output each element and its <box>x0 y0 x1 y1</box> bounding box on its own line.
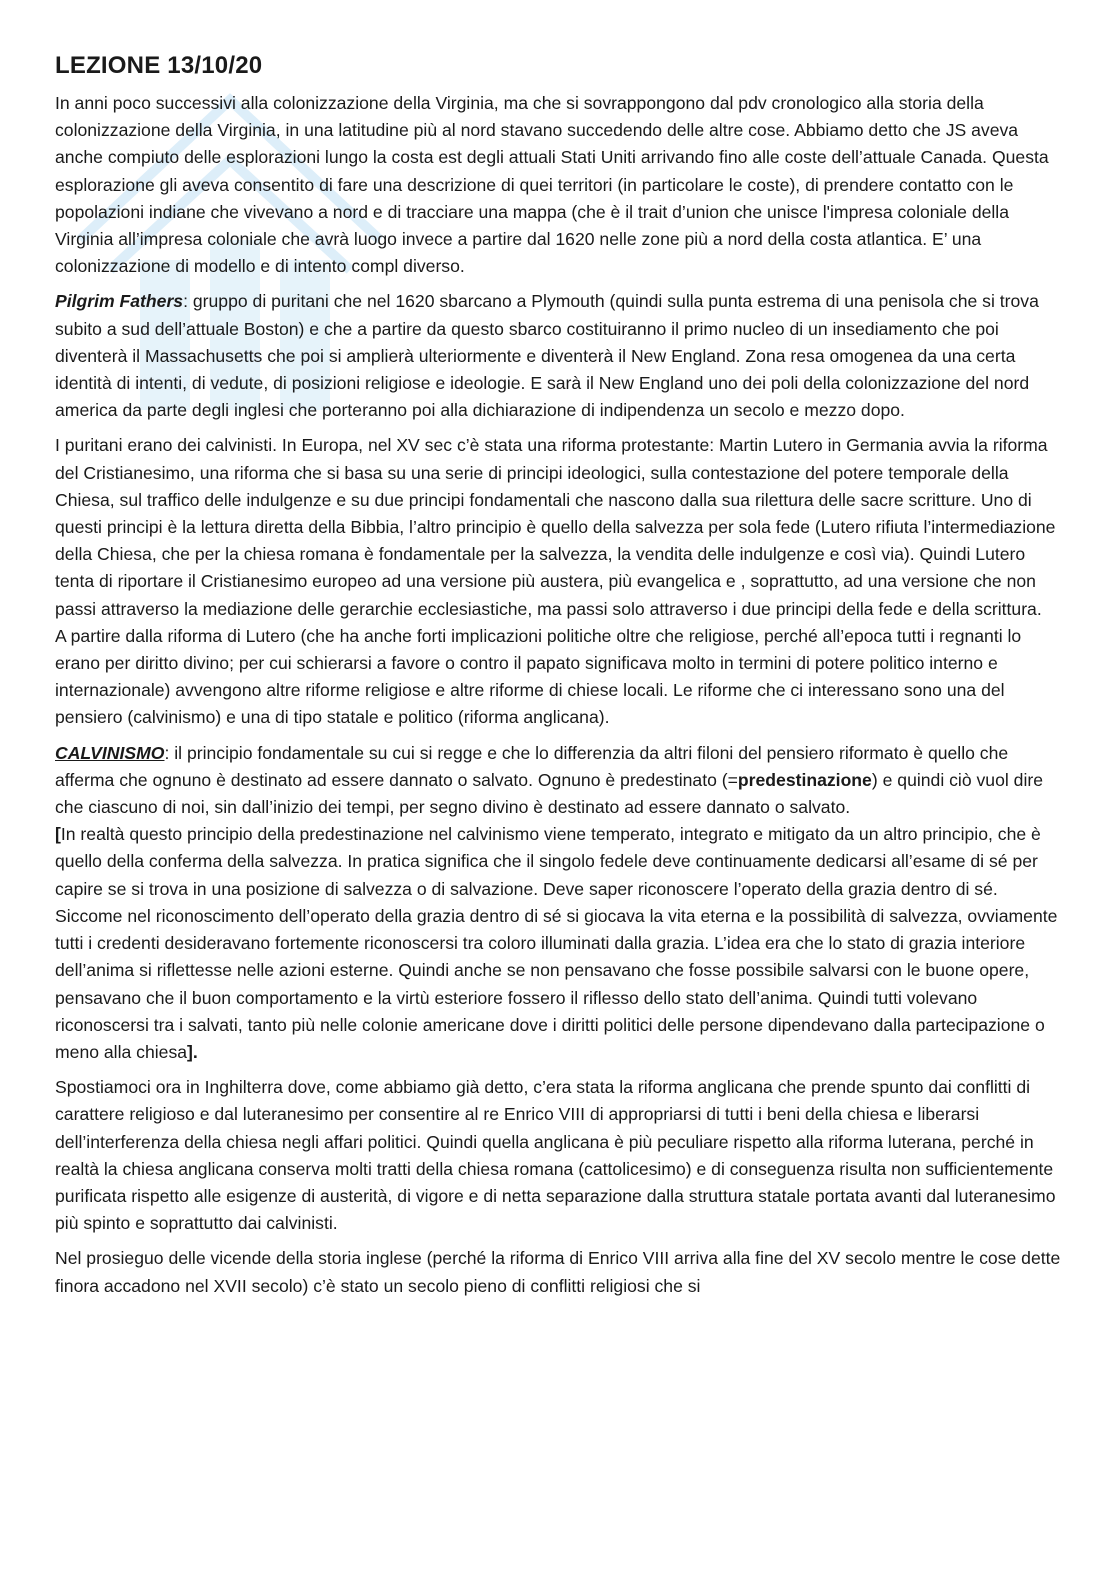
bracket-close: ]. <box>187 1041 198 1062</box>
term-predestinazione: predestinazione <box>737 769 872 790</box>
document-page <box>55 52 1065 1308</box>
paragraph-english-history: Nel prosieguo delle vicende della storia inglese (perché la riforma di Enrico VIII arriva alla fine del XV secolo mentre le cose dette finora accadono nel XVII secolo) c’è stato un secolo pieno di conflitti religiosi che si <box>55 1248 1061 1296</box>
bracket-open: [ <box>55 824 61 845</box>
page-title: LEZIONE 13/10/20 <box>55 52 263 79</box>
paragraph-lutero-reform: A partire dalla riforma di Lutero (che ha anche forti implicazioni politiche oltre che religiose, perché all’epoca tutti i regnanti lo erano per diritto divino; per cui schierarsi a favore o contro il papato significava molto in termini di potere politico interno e internazionale) avvengono altre riforme religiose e altre riforme di chiese locali. Le riforme che ci interessano sono una del pensiero (calvinismo) e una di tipo statale e politico (riforma anglicana). <box>55 625 1022 728</box>
paragraph-anglican-reform: Spostiamoci ora in Inghilterra dove, come abbiamo già detto, c’era stata la riforma anglicana che prende spunto dai conflitti di carattere religioso e dal luteranesimo per consentire al re Enrico VIII di appropriarsi di tutti i beni della chiesa e liberarsi dell’interferenza della chiesa negli affari politici. Quindi quella anglicana è più peculiare rispetto alla riforma luterana, perché in realtà la chiesa anglicana conserva molti tratti della chiesa romana (cattolicesimo) e di conseguenza risulta non sufficientemente purificata rispetto alle esigenze di austerità, di vigore e di netta separazione dalla struttura statale portata avanti dal luteranesimo più spinto e soprattutto dai calvinisti. <box>55 1077 1056 1234</box>
paragraph-intro: In anni poco successivi alla colonizzazione della Virginia, ma che si sovrappongono dal pdv cronologico alla storia della colonizzazione della Virginia, in una latitudine più al nord stavano succedendo delle altre cose. Abbiamo detto che JS aveva anche compiuto delle esplorazioni lungo la costa est degli attuali Stati Uniti arrivando fino alle coste dell’attuale Canada. Questa esplorazione gli aveva consentito di fare una descrizione di quei territori (in particolare le coste), di prendere contatto con le popolazioni indiane che vivevano a nord e di tracciare una mappa (che è il trait d’union che unisce l'impresa coloniale della Virginia all’impresa coloniale che avrà luogo invece a partire dal 1620 nelle zone più a nord della costa atlantica. E’ una colonizzazione di modello e di intento compl diverso. <box>55 93 1049 277</box>
salvation-text: In realtà questo principio della predestinazione nel calvinismo viene temperato, integrato e mitigato da un altro principio, che è quello della conferma della salvezza. In pratica significa che il singolo fedele deve continuamente dedicarsi all’esame di sé per capire se si trova in una posizione di salvezza o di salvazione. Deve saper riconoscere l’operato della grazia dentro di sé. Siccome nel riconoscimento dell’operato della grazia dentro di sé si giocava la vita eterna e la possibilità di salvezza, ovviamente tutti i credenti desideravano fortemente riconoscersi tra coloro illuminati dalla grazia. L’idea era che lo stato di grazia interiore dell’anima si riflettesse nelle azioni esterne. Quindi anche se non pensavano che fosse possibile salvarsi con le buone opere, pensavano che il buon comportamento e la virtù esteriore fossero il riflesso dello stato dell’anima. Quindi tutti volevano riconoscersi tra i salvati, tanto più nelle colonie americane dove i diritti politici delle persone dipendevano dalla partecipazione o meno alla chiesa <box>55 824 1058 1062</box>
term-pilgrim-fathers: Pilgrim Fathers <box>55 291 184 312</box>
paragraph-pilgrim-fathers-text: : gruppo di puritani che nel 1620 sbarcano a Plymouth (quindi sulla punta estrema di una penisola che si trova subito a sud dell’attuale Boston) e che a partire da questo sbarco costituiranno il primo nucleo di un insediamento che poi diventerà il Massachusetts che poi si amplierà ulteriormente e diventerà il New England. Zona resa omogenea da una certa identità di intenti, di vedute, di posizioni religiose e ideologie. E sarà il New England uno dei poli della colonizzazione del nord america da parte degli inglesi che porteranno poi alla dichiarazione di indipendenza un secolo e mezzo dopo. <box>55 291 1039 421</box>
paragraph-pilgrim-fathers <box>55 288 1065 424</box>
term-calvinismo: CALVINISMO <box>55 742 165 763</box>
paragraph-calvinismo <box>55 740 1065 822</box>
calvinismo-text-b: ) e quindi ciò vuol dire che ciascuno di noi, sin dall’inizio dei tempi, per segno divino è destinato ad essere dannato o salvato. <box>55 769 1044 818</box>
calvinismo-text-a: : il principio fondamentale su cui si regge e che lo differenzia da altri filoni del pensiero riformato è quello che afferma che ognuno è destinato ad essere dannato o salvato. Ognuno è predestinato (= <box>55 742 1009 790</box>
paragraph-puritans: I puritani erano dei calvinisti. In Europa, nel XV sec c’è stata una riforma protestante: Martin Lutero in Germania avvia la riforma del Cristianesimo, una riforma che si basa su una serie di principi ideologici, sulla contestazione del potere temporale della Chiesa, sul traffico delle indulgenze e su due principi fondamentali che nascono dalla sua rilettura delle sacre scritture. Uno di questi principi è la lettura diretta della Bibbia, l’altro principio è quello della salvezza per sola fede (Lutero rifiuta l’intermediazione della Chiesa, che per la chiesa romana è fondamentale per la salvezza, la vendita delle indulgenze e così via). Quindi Lutero tenta di riportare il Cristianesimo europeo ad una versione più austera, più evangelica e , soprattutto, ad una versione che non passi attraverso la mediazione delle gerarchie ecclesiastiche, ma passi solo attraverso i due principi della fede e della scrittura. <box>55 435 1056 619</box>
paragraph-salvation-confirmation <box>55 821 1065 1066</box>
